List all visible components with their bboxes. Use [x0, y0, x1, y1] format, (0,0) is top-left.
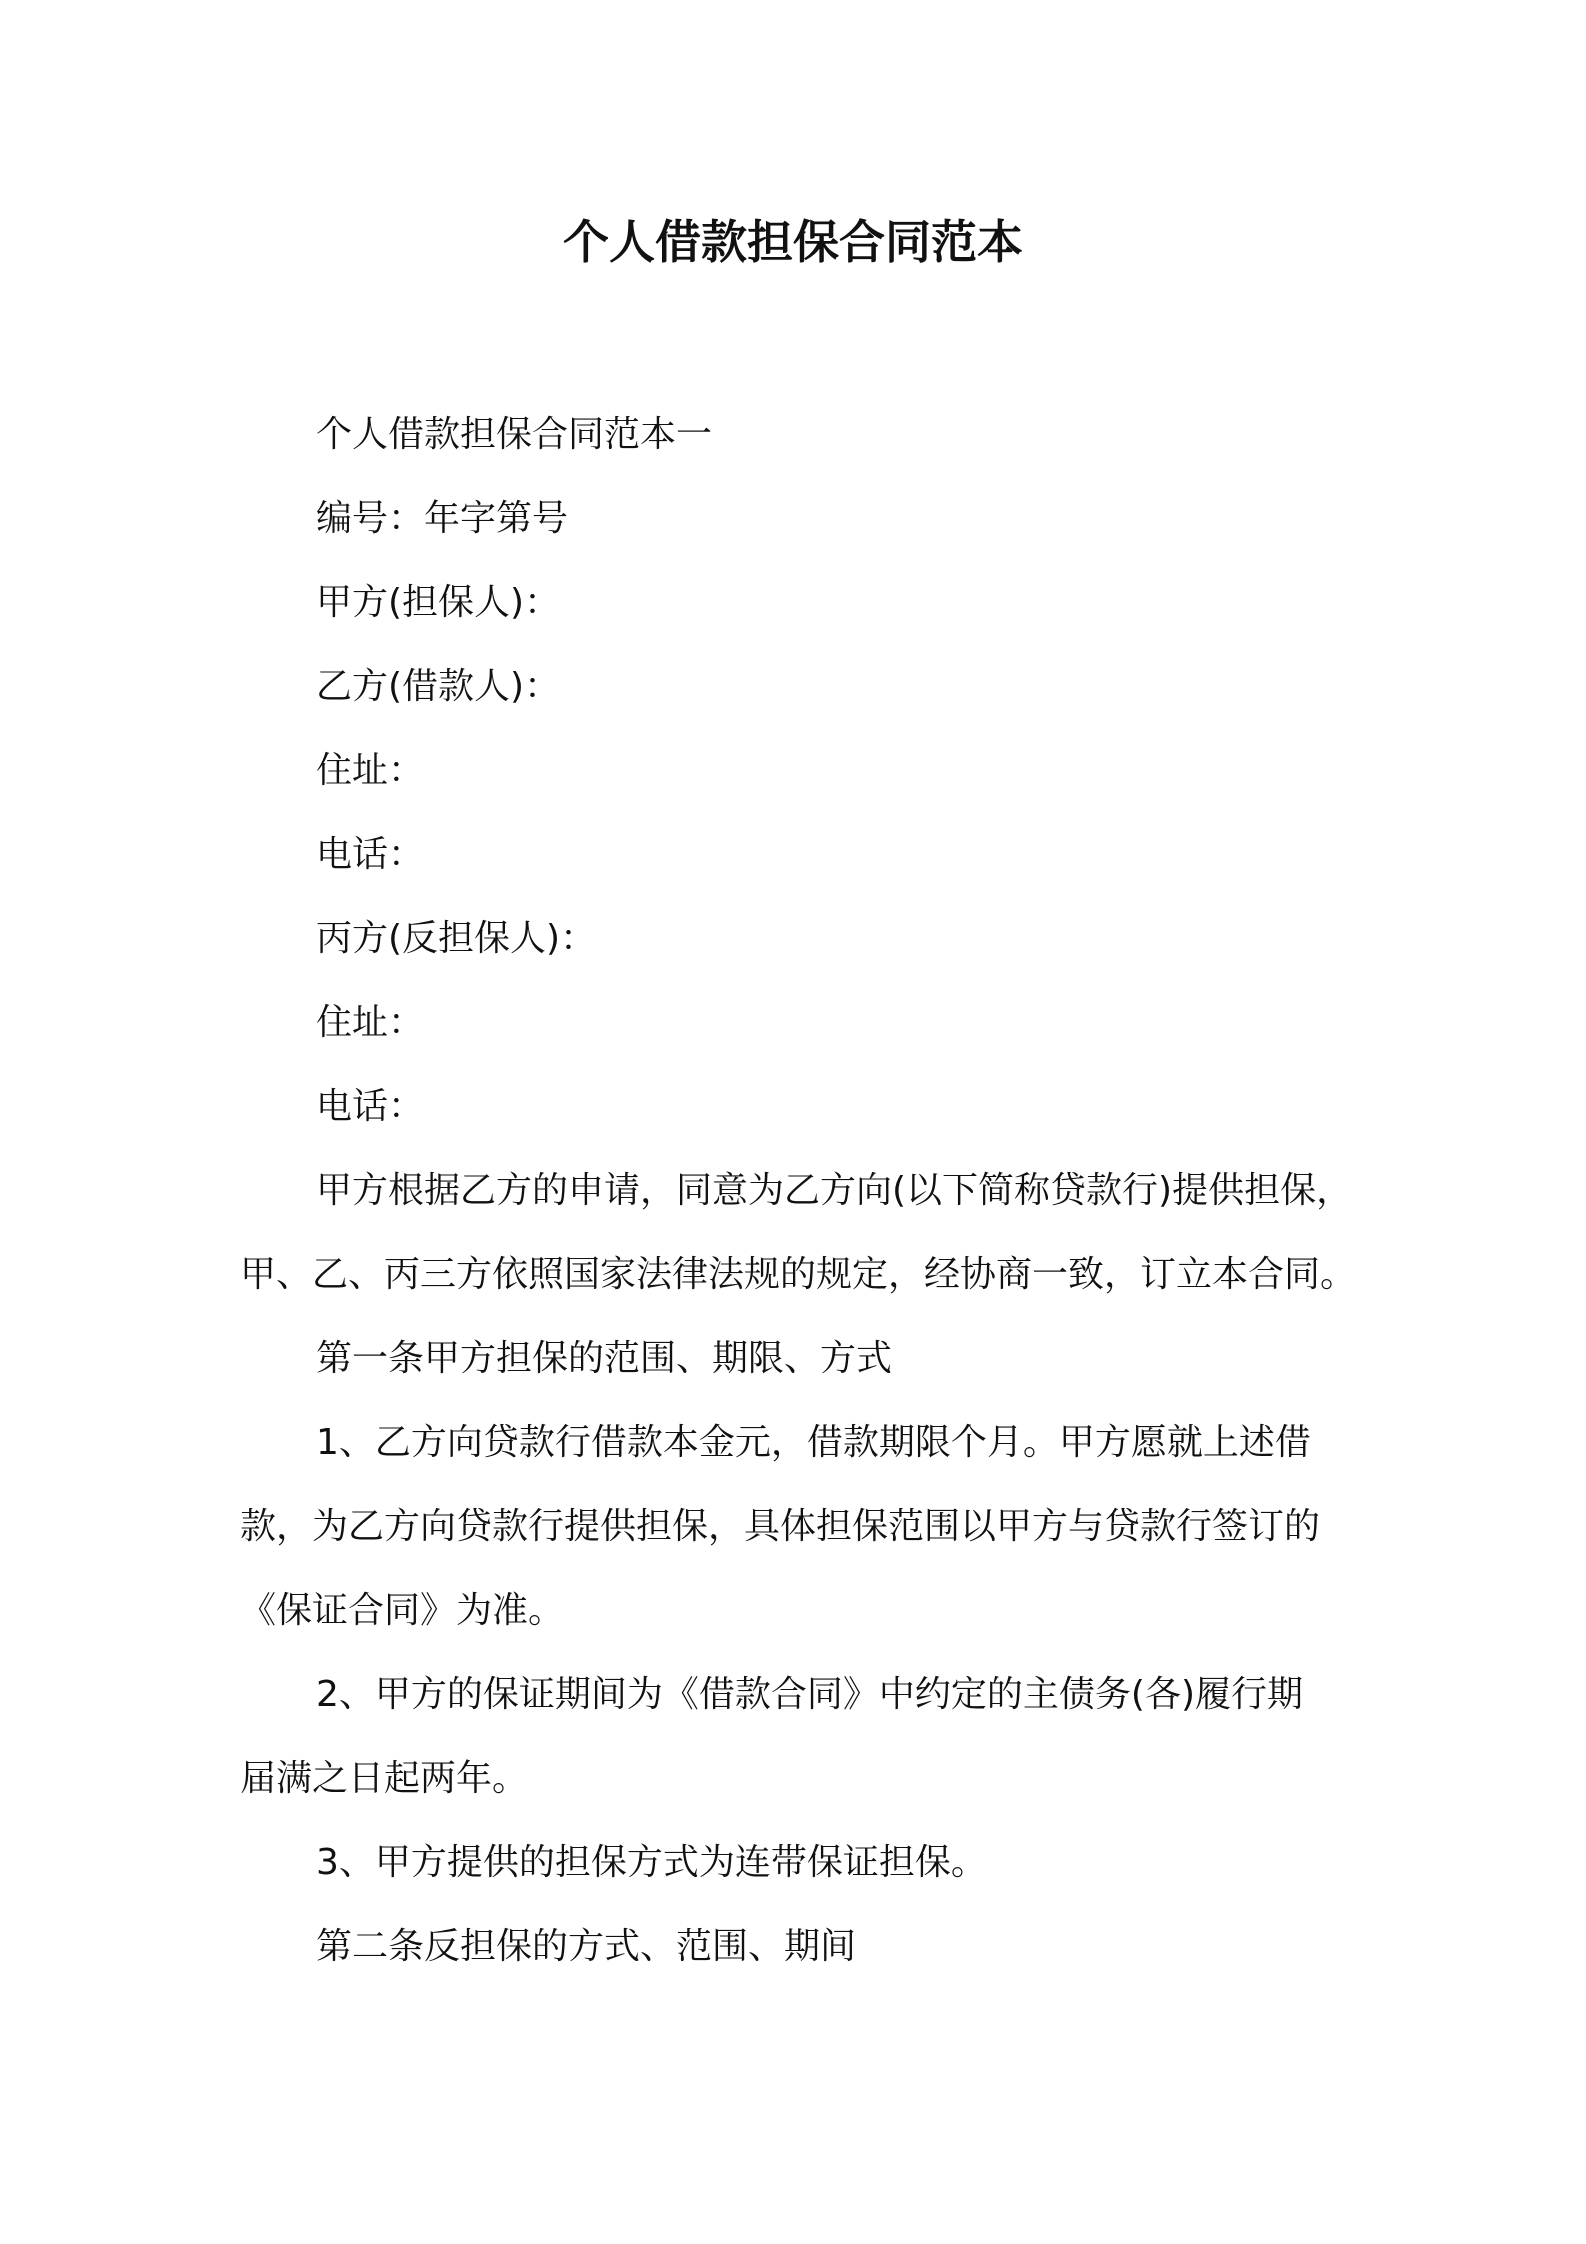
contract-number: 编号：年字第号	[316, 498, 569, 539]
party-b-address: 住址：	[316, 750, 425, 791]
party-c-line: 丙方(反担保人)：	[316, 918, 597, 959]
party-c-address: 住址：	[316, 1002, 425, 1043]
article-1-clause-1-line-2: 款，为乙方向贷款行提供担保，具体担保范围以甲方与贷款行签订的	[240, 1506, 1321, 1547]
party-b-phone: 电话：	[316, 834, 425, 875]
article-1-title: 第一条甲方担保的范围、期限、方式	[316, 1338, 893, 1379]
contract-heading: 个人借款担保合同范本一	[316, 414, 713, 455]
article-1-clause-1-line-1: 1、乙方向贷款行借款本金元，借款期限个月。甲方愿就上述借	[316, 1422, 1311, 1463]
party-c-phone: 电话：	[316, 1086, 425, 1127]
article-1-clause-1-line-3: 《保证合同》为准。	[240, 1590, 565, 1631]
party-a-line: 甲方(担保人)：	[316, 582, 561, 623]
article-1-clause-2-line-2: 届满之日起两年。	[240, 1758, 529, 1799]
preamble-line-2: 甲、乙、丙三方依照国家法律法规的规定，经协商一致，订立本合同。	[240, 1254, 1357, 1295]
preamble-line-1: 甲方根据乙方的申请，同意为乙方向(以下简称贷款行)提供担保，	[316, 1170, 1353, 1211]
document-title: 个人借款担保合同范本	[563, 215, 1023, 269]
party-b-line: 乙方(借款人)：	[316, 666, 561, 707]
article-2-title: 第二条反担保的方式、范围、期间	[316, 1926, 857, 1967]
article-1-clause-3: 3、甲方提供的担保方式为连带保证担保。	[316, 1842, 987, 1883]
article-1-clause-2-line-1: 2、甲方的保证期间为《借款合同》中约定的主债务(各)履行期	[316, 1674, 1303, 1715]
